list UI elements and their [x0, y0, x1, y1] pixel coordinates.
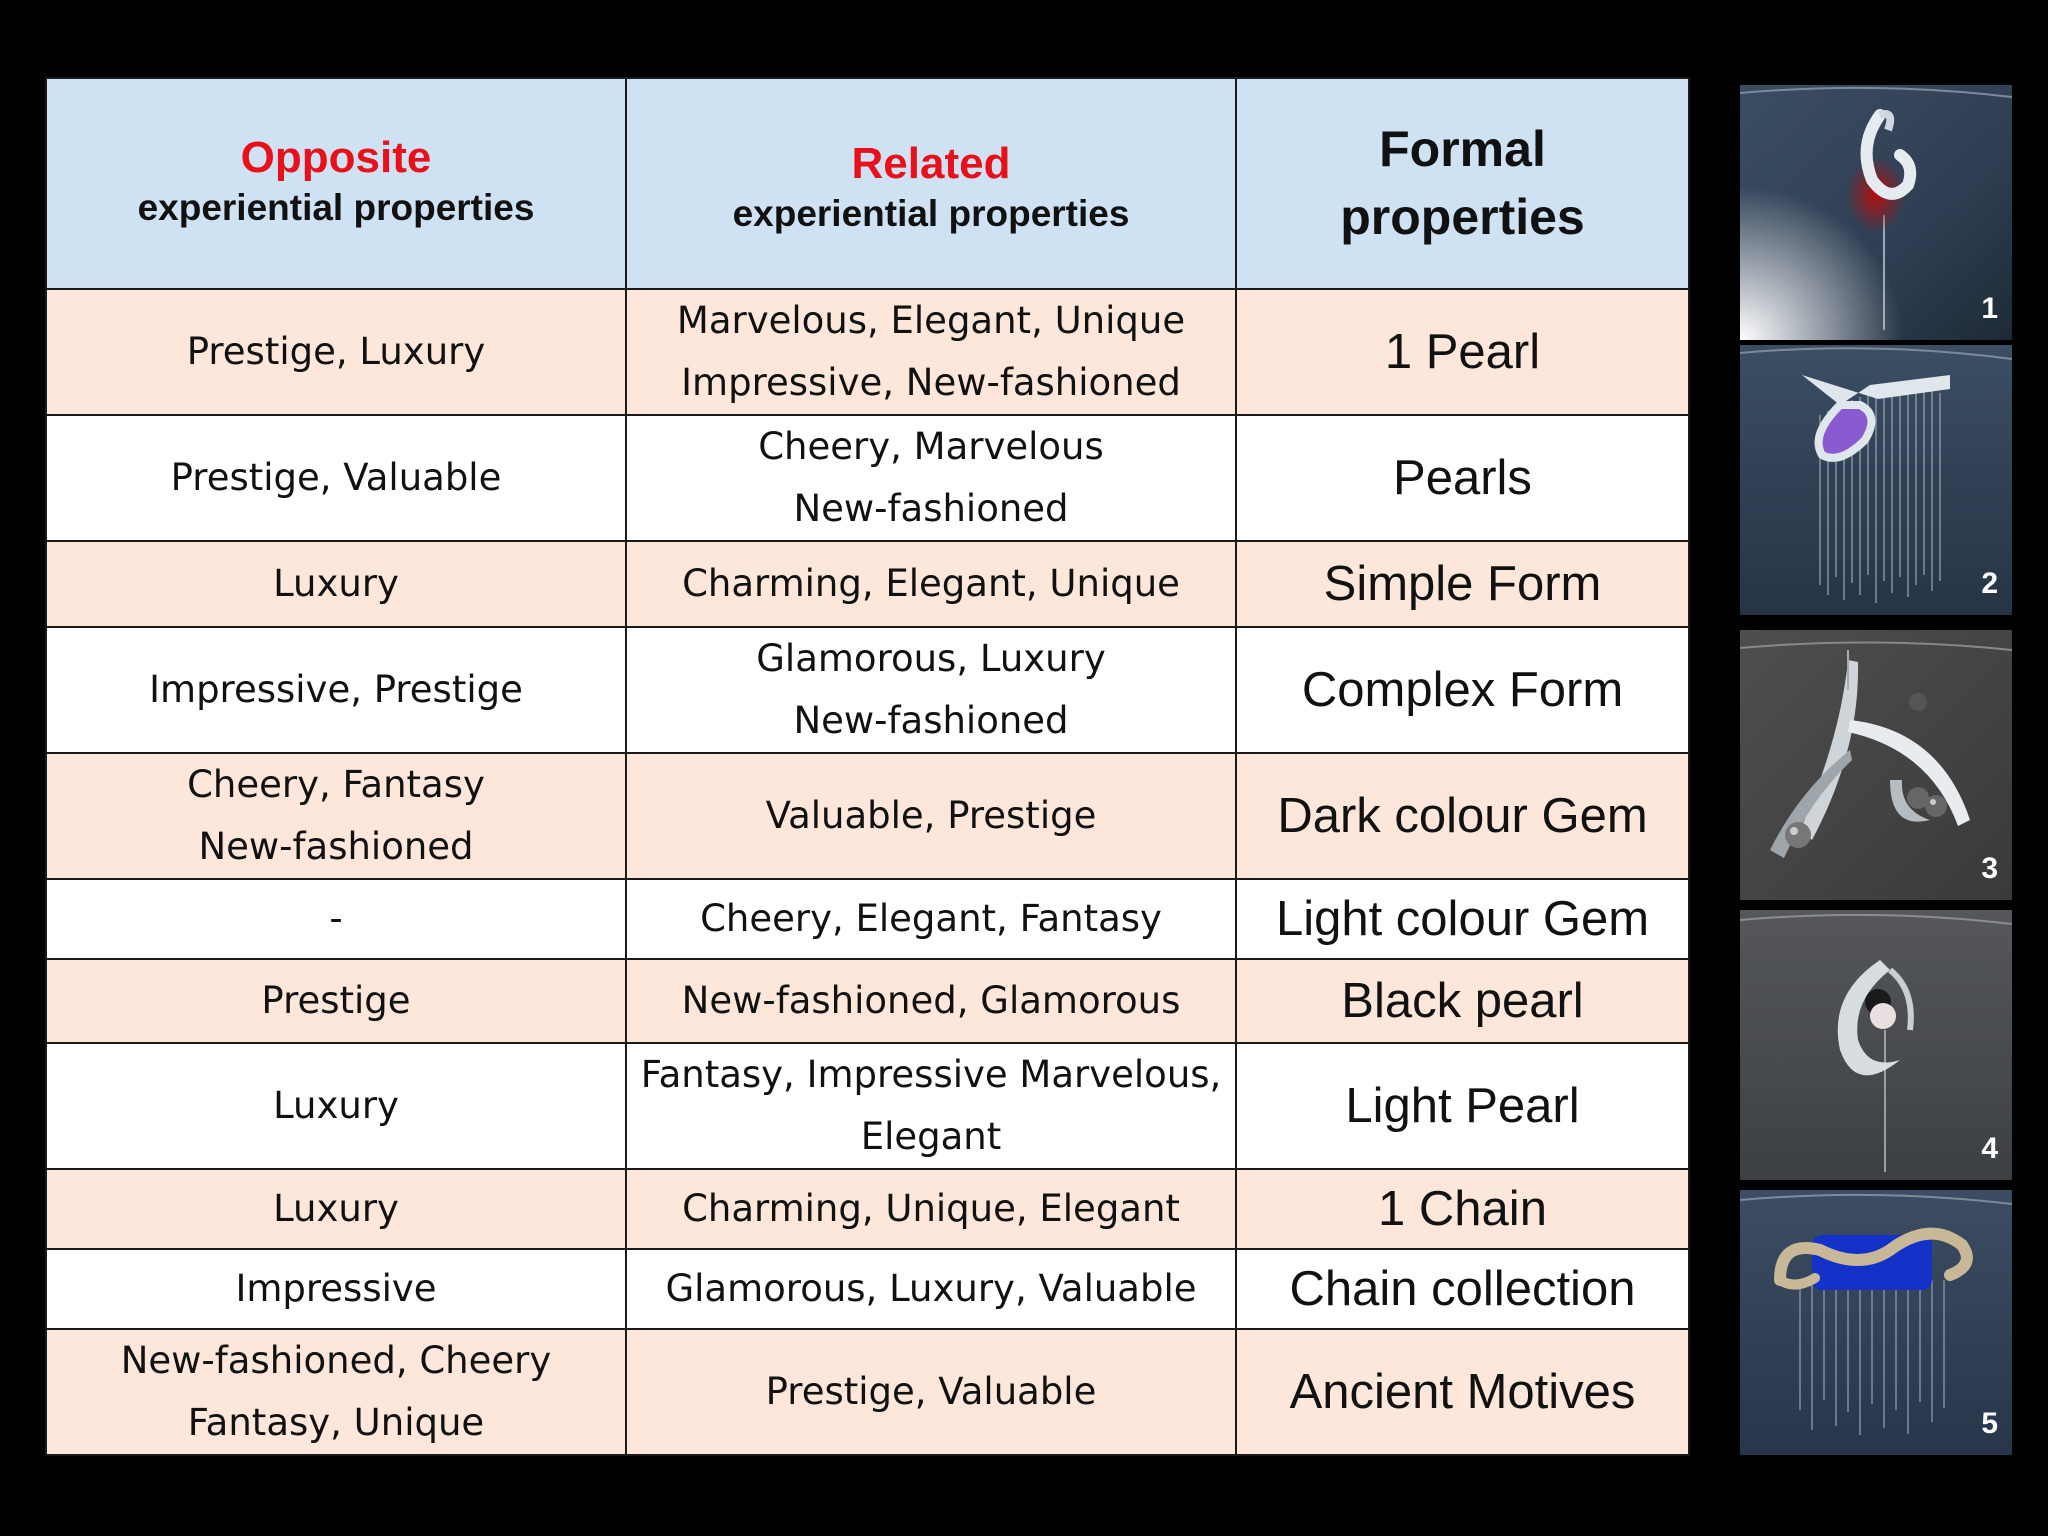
opposite-cell: [46, 959, 626, 1043]
formal-cell: 1 Pearl: [1236, 289, 1689, 415]
opposite-cell-line: Luxury: [273, 1187, 399, 1230]
header-opposite: [46, 78, 626, 289]
opposite-cell: [46, 541, 626, 627]
properties-table: [45, 77, 1690, 1456]
opposite-cell: [46, 627, 626, 753]
formal-cell: Ancient Motives: [1236, 1329, 1689, 1455]
formal-cell: Complex Form: [1236, 627, 1689, 753]
pendant-image-2: [1740, 345, 2012, 615]
opposite-cell: [46, 879, 626, 959]
opposite-cell-line: Luxury: [273, 1084, 399, 1127]
formal-cell: Pearls: [1236, 415, 1689, 541]
table-row: [46, 1329, 1689, 1455]
opposite-cell-line: Fantasy, Unique: [187, 1401, 485, 1444]
table-row: [46, 541, 1689, 627]
opposite-cell-line: Luxury: [273, 562, 399, 605]
opposite-cell-line: -: [329, 897, 343, 940]
table-row: [46, 753, 1689, 879]
formal-cell: Light colour Gem: [1236, 879, 1689, 959]
table-row: [46, 879, 1689, 959]
formal-cell: Chain collection: [1236, 1249, 1689, 1329]
formal-cell: Black pearl: [1236, 959, 1689, 1043]
header-related-title: Related: [851, 139, 1011, 189]
related-cell: [626, 1249, 1236, 1329]
related-cell: [626, 541, 1236, 627]
formal-cell: Simple Form: [1236, 541, 1689, 627]
related-cell: [626, 1329, 1236, 1455]
related-cell-line: Glamorous, Luxury: [756, 637, 1106, 680]
image-number-3: 3: [1981, 852, 1998, 885]
related-cell-line: Cheery, Elegant, Fantasy: [700, 897, 1162, 940]
table-row: [46, 1169, 1689, 1249]
related-cell: [626, 289, 1236, 415]
related-cell-line: Cheery, Marvelous: [758, 425, 1104, 468]
opposite-cell: [46, 289, 626, 415]
related-cell-line: Marvelous, Elegant, Unique: [676, 299, 1186, 342]
table-row: [46, 1043, 1689, 1169]
pendant-image-3: [1740, 630, 2012, 900]
opposite-cell: [46, 1249, 626, 1329]
related-cell-line: Prestige, Valuable: [765, 1370, 1097, 1413]
opposite-cell-line: Prestige, Valuable: [170, 456, 502, 499]
opposite-cell: [46, 1169, 626, 1249]
opposite-cell-line: New-fashioned, Cheery: [120, 1339, 552, 1382]
opposite-cell-line: Prestige, Luxury: [186, 330, 486, 373]
header-formal: [1236, 78, 1689, 289]
header-related-subtitle: experiential properties: [732, 192, 1130, 234]
opposite-cell-line: New-fashioned: [198, 825, 474, 868]
header-related: [626, 78, 1236, 289]
pendant-image-1: [1740, 85, 2012, 340]
related-cell: [626, 959, 1236, 1043]
table-row: [46, 1249, 1689, 1329]
related-cell-line: Charming, Unique, Elegant: [682, 1187, 1180, 1230]
image-number-2: 2: [1981, 567, 1998, 600]
table-row: [46, 415, 1689, 541]
formal-cell: 1 Chain: [1236, 1169, 1689, 1249]
header-opposite-subtitle: experiential properties: [137, 186, 535, 228]
related-cell: [626, 415, 1236, 541]
table-row: [46, 959, 1689, 1043]
table-body: [46, 289, 1689, 1455]
related-cell-line: New-fashioned: [793, 487, 1069, 530]
formal-cell: Dark colour Gem: [1236, 753, 1689, 879]
related-cell-line: New-fashioned, Glamorous: [681, 979, 1181, 1022]
related-cell-line: Glamorous, Luxury, Valuable: [665, 1267, 1197, 1310]
header-opposite-title: Opposite: [240, 133, 432, 183]
related-cell-line: Fantasy, Impressive Marvelous,: [640, 1053, 1222, 1096]
opposite-cell-line: Impressive, Prestige: [149, 668, 523, 711]
related-cell: [626, 1043, 1236, 1169]
image-number-5: 5: [1981, 1407, 1998, 1440]
table-row: [46, 627, 1689, 753]
related-cell-line: New-fashioned: [793, 699, 1069, 742]
related-cell-line: Elegant: [860, 1115, 1002, 1158]
image-number-1: 1: [1981, 292, 1998, 325]
opposite-cell: [46, 415, 626, 541]
related-cell-line: Charming, Elegant, Unique: [682, 562, 1180, 605]
opposite-cell-line: Impressive: [235, 1267, 437, 1310]
related-cell: [626, 753, 1236, 879]
header-formal-line2: properties: [1340, 188, 1585, 245]
related-cell-line: Valuable, Prestige: [765, 794, 1097, 837]
opposite-cell-line: Prestige: [261, 979, 411, 1022]
opposite-cell-line: Cheery, Fantasy: [187, 763, 485, 806]
opposite-cell: [46, 753, 626, 879]
pendant-image-4: [1740, 910, 2012, 1180]
related-cell: [626, 879, 1236, 959]
pendant-image-5: [1740, 1190, 2012, 1455]
table-row: [46, 289, 1689, 415]
header-formal-line1: Formal: [1379, 121, 1546, 177]
related-cell: [626, 627, 1236, 753]
related-cell: [626, 1169, 1236, 1249]
table-header-row: [46, 78, 1689, 289]
formal-cell: Light Pearl: [1236, 1043, 1689, 1169]
opposite-cell: [46, 1329, 626, 1455]
image-number-4: 4: [1981, 1132, 1998, 1165]
opposite-cell: [46, 1043, 626, 1169]
related-cell-line: Impressive, New-fashioned: [681, 361, 1181, 404]
